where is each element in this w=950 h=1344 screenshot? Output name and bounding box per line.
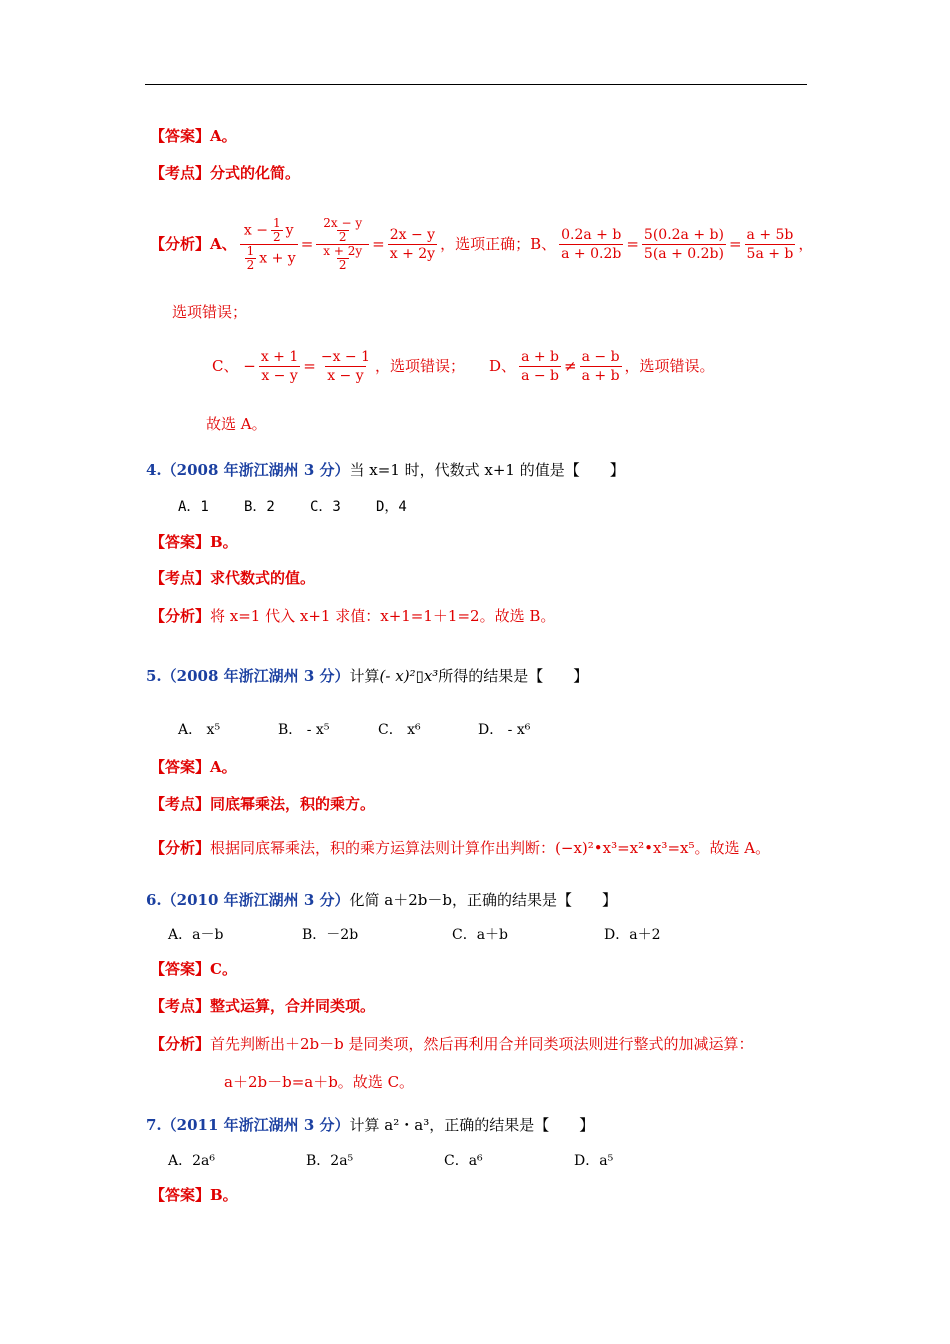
option-b: B．2a⁵	[306, 1153, 354, 1169]
q4-answer: 【答案】B。	[150, 533, 238, 551]
option-a: A． x⁵	[178, 722, 221, 738]
q6-answer: 【答案】C。	[150, 960, 237, 978]
q6-analysis-2: a＋2b－b=a＋b。故选 C。	[224, 1073, 415, 1091]
fraction-C-2: $\frac{-x - 1}{x - y}$	[320, 348, 371, 384]
fraction-A-middle: $\frac{\frac{2x - y}{2}}{\frac{x + 2y}{2}}$	[316, 217, 369, 272]
option-c: C． x⁶	[378, 722, 421, 738]
analysis-tag: 【分析】A、	[150, 235, 237, 253]
q5-analysis: 【分析】根据同底幂乘法，积的乘方运算法则计算作出判断：(−x)²•x³=x²•x³=x⁵。故选 A。	[150, 839, 771, 857]
q5-answer: 【答案】A。	[150, 758, 237, 776]
option-c: C．a＋b	[452, 927, 509, 943]
fraction-A-right: $\frac{2x - y}{x + 2y}$	[389, 226, 436, 262]
option-d: D． - x⁶	[478, 722, 531, 738]
fraction-B-2: $\frac{5(0.2a + b)}{5(a + 0.2b)}$	[643, 226, 724, 262]
option-d: D．a＋2	[604, 927, 661, 943]
analysis-line-A-B: 【分析】A、 x − $\frac{1}{2}$ y $\frac{1}{2}$ x + y = $\frac{\frac{2x - y}{2}}{\frac{x + 2y}{2}}$ = $\frac{2x - y}{x + 2y}$ ，选项正确；B、 $\frac{0.2a + b}{a + 0.2b}$ = $\frac{5(0.2a + b)}{5(a + 0.2b)}$ = $\frac{a + 5b}{5a + b}$ ，	[150, 215, 814, 272]
q6-analysis: 【分析】首先判断出＋2b－b 是同类项，然后再利用合并同类项法则进行整式的加减运算：	[150, 1035, 754, 1053]
fraction-B-3: $\frac{a + 5b}{5a + b}$	[746, 226, 794, 262]
q5-point: 【考点】同底幂乘法，积的乘方。	[150, 795, 376, 813]
fraction-B-1: $\frac{0.2a + b}{a + 0.2b}$	[561, 226, 622, 262]
question-6-stem: 6.（2010 年浙江湖州 3 分）化简 a＋2b－b，正确的结果是【 】	[146, 891, 617, 909]
analysis-line-C-D: C、 − $\frac{x + 1}{x - y}$ = $\frac{-x - 1}{x - y}$ ，选项错误； D、 $\frac{a + b}{a - b}$ ≠ $\frac{a - b}{a + b}$ ，选项错误。	[212, 348, 715, 384]
question-7-stem: 7.（2011 年浙江湖州 3 分）计算 a²・a³，正确的结果是【 】	[146, 1116, 595, 1134]
q4-point: 【考点】求代数式的值。	[150, 569, 316, 587]
q6-point: 【考点】整式运算，合并同类项。	[150, 997, 376, 1015]
option-c: C．3	[310, 499, 341, 515]
analysis-choose: 故选 A。	[206, 415, 267, 433]
q7-answer: 【答案】B。	[150, 1186, 238, 1204]
option-c: C．a⁶	[444, 1153, 483, 1169]
option-d: D．a⁵	[574, 1153, 614, 1169]
question-6-options	[168, 925, 660, 945]
fraction-D-1: $\frac{a + b}{a - b}$	[521, 348, 560, 384]
answer-label: 【答案】A。	[150, 127, 237, 145]
option-b: B．－2b	[302, 927, 359, 943]
analysis-B-wrong: 选项错误；	[172, 303, 248, 321]
question-7-options	[168, 1151, 613, 1171]
option-d: D，4	[376, 499, 407, 515]
point-label: 【考点】分式的化简。	[150, 164, 301, 182]
q4-analysis: 【分析】将 x=1 代入 x+1 求值：x+1=1＋1=2。故选 B。	[150, 607, 556, 625]
option-a: A．2a⁶	[168, 1153, 215, 1169]
fraction-D-2: $\frac{a - b}{a + b}$	[581, 348, 620, 384]
option-b: B． - x⁵	[278, 722, 330, 738]
option-a: A．1	[178, 499, 209, 515]
header-rule	[145, 84, 807, 85]
option-b: B．2	[244, 499, 275, 515]
fraction-A-left: x − $\frac{1}{2}$ y $\frac{1}{2}$ x + y	[240, 217, 298, 272]
fraction-C-1: $\frac{x + 1}{x - y}$	[260, 348, 299, 384]
option-a: A．a－b	[168, 927, 224, 943]
question-4-stem: 4.（2008 年浙江湖州 3 分）当 x=1 时，代数式 x+1 的值是【 】	[146, 461, 625, 479]
question-5-stem: 5.（2008 年浙江湖州 3 分）计算(- x)²▯x³所得的结果是【 】	[146, 667, 589, 685]
question-4-options	[178, 497, 407, 517]
question-5-options	[178, 720, 530, 740]
